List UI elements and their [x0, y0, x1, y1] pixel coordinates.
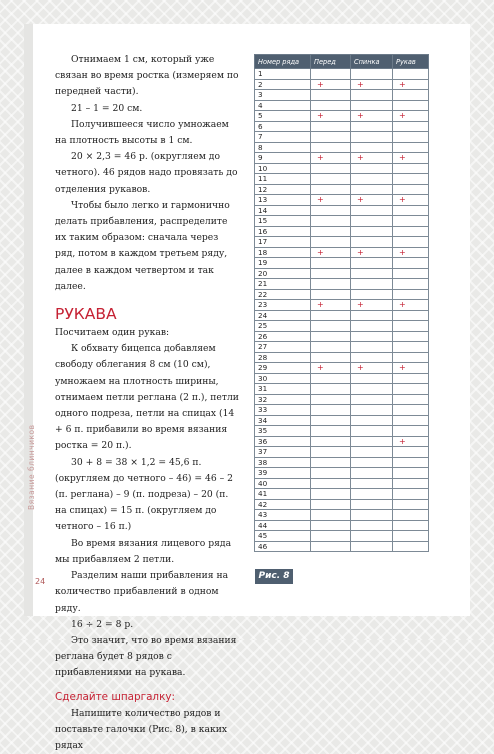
increase-mark-cell	[393, 258, 429, 269]
table-row	[255, 373, 429, 384]
increase-mark-cell	[393, 457, 429, 468]
row-number-cell: 36	[255, 436, 311, 447]
increase-mark-cell	[393, 216, 429, 227]
paragraph: Это значит, что во время вязания реглана будет 8 рядов с прибавлениями на рукава.	[55, 634, 237, 679]
table-row	[255, 216, 429, 227]
increase-mark-cell: +	[311, 195, 351, 206]
increase-mark-cell: +	[311, 363, 351, 374]
increase-mark-cell	[393, 310, 429, 321]
table-row	[255, 268, 429, 279]
increase-mark-cell: +	[393, 153, 429, 164]
increase-mark-cell	[311, 237, 351, 248]
increase-mark-cell	[351, 426, 393, 437]
table-row	[255, 163, 429, 174]
table-row	[255, 436, 429, 447]
table-row	[255, 520, 429, 531]
main-text-column	[55, 52, 240, 754]
increase-mark-cell: +	[351, 247, 393, 258]
increase-mark-cell	[311, 426, 351, 437]
table-row	[255, 279, 429, 290]
table-row	[255, 111, 429, 122]
increase-mark-cell	[393, 447, 429, 458]
table-row	[255, 205, 429, 216]
row-number-cell: 20	[255, 268, 311, 279]
increase-mark-cell	[351, 174, 393, 185]
increase-mark-cell: +	[393, 195, 429, 206]
table-body	[255, 69, 429, 552]
row-number-cell: 29	[255, 363, 311, 374]
increase-mark-cell	[351, 258, 393, 269]
increase-mark-cell: +	[393, 363, 429, 374]
increase-mark-cell	[393, 100, 429, 111]
row-number-cell: 2	[255, 79, 311, 90]
increase-mark-cell	[351, 342, 393, 353]
increase-mark-cell	[311, 321, 351, 332]
table-row	[255, 531, 429, 542]
increase-mark-cell: +	[311, 153, 351, 164]
row-number-cell: 37	[255, 447, 311, 458]
increase-mark-cell	[311, 174, 351, 185]
increase-mark-cell	[393, 499, 429, 510]
increase-mark-cell	[311, 121, 351, 132]
row-number-cell: 22	[255, 289, 311, 300]
page-side-strip	[24, 24, 33, 616]
increase-mark-cell	[393, 184, 429, 195]
increase-mark-cell	[311, 184, 351, 195]
table-row	[255, 510, 429, 521]
row-number-cell: 5	[255, 111, 311, 122]
row-number-cell: 1	[255, 69, 311, 80]
increase-mark-cell	[311, 342, 351, 353]
increase-mark-cell	[311, 468, 351, 479]
increase-mark-cell	[351, 142, 393, 153]
increase-mark-cell	[311, 489, 351, 500]
book-side-title: Вязание блинчиков	[27, 424, 36, 510]
paragraph: К обхвату бицепса добавляем свободу облегания 8 см (10 см), умножаем на плотность ширины, отнимаем петли реглана (2 п.), петли одного подреза, петли на спицах (14 + 6 п. прибавили во время вязания ростка = 20 п.).	[55, 343, 239, 452]
increase-mark-cell	[351, 163, 393, 174]
increase-mark-cell	[311, 457, 351, 468]
increase-mark-cell	[393, 520, 429, 531]
paragraph: Отнимаем 1 см, который уже связан во время ростка (измеряем по передней части).	[55, 54, 239, 98]
increase-mark-cell	[311, 510, 351, 521]
table-row	[255, 289, 429, 300]
increase-mark-cell: +	[393, 111, 429, 122]
table-row	[255, 132, 429, 143]
increase-mark-cell	[393, 279, 429, 290]
row-number-cell: 14	[255, 205, 311, 216]
increase-mark-cell	[311, 531, 351, 542]
increase-mark-cell: +	[393, 247, 429, 258]
increase-mark-cell	[393, 289, 429, 300]
increase-mark-cell: +	[311, 79, 351, 90]
rows-table-figure	[254, 54, 429, 552]
table-row	[255, 90, 429, 101]
increase-mark-cell	[311, 415, 351, 426]
increase-mark-cell: +	[393, 79, 429, 90]
table-row	[255, 426, 429, 437]
increase-mark-cell	[311, 384, 351, 395]
row-number-cell: 12	[255, 184, 311, 195]
increase-mark-cell	[351, 447, 393, 458]
paragraph: 30 + 8 = 38 × 1,2 = 45,6 п. (округляем до четного – 46) = 46 – 2 (п. реглана) – 9 (п. подреза) – 20 (п. на спицах) = 15 п. (округляем до четного – 16 п.)	[55, 456, 234, 533]
increase-mark-cell	[393, 90, 429, 101]
table-row	[255, 457, 429, 468]
increase-mark-cell	[311, 90, 351, 101]
column-header-row-number: Номер ряда	[255, 55, 311, 69]
row-number-cell: 43	[255, 510, 311, 521]
increase-mark-cell	[311, 436, 351, 447]
increase-mark-cell	[393, 331, 429, 342]
row-number-cell: 21	[255, 279, 311, 290]
increase-mark-cell	[311, 205, 351, 216]
increase-mark-cell	[351, 352, 393, 363]
table-row	[255, 153, 429, 164]
table-row	[255, 300, 429, 311]
increase-mark-cell	[311, 541, 351, 552]
increase-mark-cell	[351, 216, 393, 227]
row-number-cell: 33	[255, 405, 311, 416]
increase-mark-cell	[311, 520, 351, 531]
increase-mark-cell	[393, 226, 429, 237]
increase-mark-cell	[393, 174, 429, 185]
increase-mark-cell: +	[351, 153, 393, 164]
paragraph: 16 ÷ 2 = 8 р.	[71, 618, 134, 630]
row-number-cell: 19	[255, 258, 311, 269]
row-number-cell: 7	[255, 132, 311, 143]
increase-mark-cell	[311, 499, 351, 510]
increase-mark-cell	[351, 457, 393, 468]
increase-mark-cell: +	[393, 300, 429, 311]
table-row	[255, 363, 429, 374]
increase-mark-cell: +	[351, 79, 393, 90]
table-header-row	[255, 55, 429, 69]
increase-mark-cell	[393, 352, 429, 363]
row-number-cell: 42	[255, 499, 311, 510]
row-number-cell: 44	[255, 520, 311, 531]
increase-mark-cell	[351, 321, 393, 332]
row-number-cell: 30	[255, 373, 311, 384]
table-row	[255, 237, 429, 248]
row-number-cell: 31	[255, 384, 311, 395]
increase-mark-cell	[311, 226, 351, 237]
increase-mark-cell	[311, 447, 351, 458]
increase-mark-cell	[351, 373, 393, 384]
table-row	[255, 384, 429, 395]
increase-mark-cell	[393, 531, 429, 542]
increase-mark-cell: +	[351, 300, 393, 311]
increase-mark-cell	[311, 289, 351, 300]
table-row	[255, 447, 429, 458]
table-row	[255, 405, 429, 416]
table-row	[255, 352, 429, 363]
increase-mark-cell	[393, 478, 429, 489]
paragraph: Разделим наши прибавления на количество прибавлений в одном ряду.	[55, 570, 229, 614]
increase-mark-cell: +	[311, 247, 351, 258]
column-header-front: Перед	[311, 55, 351, 69]
increase-mark-cell: +	[393, 436, 429, 447]
increase-mark-cell	[311, 373, 351, 384]
increase-mark-cell	[351, 226, 393, 237]
increase-mark-cell	[351, 478, 393, 489]
increase-mark-cell	[393, 205, 429, 216]
increase-mark-cell	[351, 331, 393, 342]
row-number-cell: 13	[255, 195, 311, 206]
row-number-cell: 39	[255, 468, 311, 479]
row-number-cell: 18	[255, 247, 311, 258]
increase-mark-cell	[393, 321, 429, 332]
increase-mark-cell: +	[311, 111, 351, 122]
row-number-cell: 16	[255, 226, 311, 237]
row-number-cell: 34	[255, 415, 311, 426]
table-row	[255, 174, 429, 185]
table-row	[255, 79, 429, 90]
table-row	[255, 247, 429, 258]
increase-mark-cell: +	[351, 195, 393, 206]
row-number-cell: 40	[255, 478, 311, 489]
page-number: 24	[35, 577, 46, 586]
row-number-cell: 10	[255, 163, 311, 174]
paragraph: Получившееся число умножаем на плотность высоты в 1 см.	[55, 118, 229, 147]
increase-mark-cell	[351, 237, 393, 248]
table-row	[255, 321, 429, 332]
row-number-cell: 6	[255, 121, 311, 132]
increase-mark-cell	[351, 69, 393, 80]
increase-mark-cell	[393, 237, 429, 248]
increase-mark-cell	[393, 163, 429, 174]
row-number-cell: 32	[255, 394, 311, 405]
increase-mark-cell	[311, 478, 351, 489]
table-row	[255, 100, 429, 111]
paragraph: Посчитаем один рукав:	[55, 327, 170, 339]
row-number-cell: 15	[255, 216, 311, 227]
table-row	[255, 69, 429, 80]
increase-mark-cell	[311, 69, 351, 80]
table-row	[255, 499, 429, 510]
row-number-cell: 25	[255, 321, 311, 332]
increase-mark-cell	[311, 216, 351, 227]
increase-mark-cell	[311, 279, 351, 290]
row-number-cell: 27	[255, 342, 311, 353]
increase-mark-cell	[393, 510, 429, 521]
paragraph: Во время вязания лицевого ряда мы прибавляем 2 петли.	[55, 537, 232, 565]
increase-mark-cell	[393, 69, 429, 80]
table-row	[255, 478, 429, 489]
increase-mark-cell	[351, 384, 393, 395]
increase-mark-cell	[311, 258, 351, 269]
table-row	[255, 310, 429, 321]
row-number-cell: 38	[255, 457, 311, 468]
increase-mark-cell: +	[311, 300, 351, 311]
increase-mark-cell	[351, 510, 393, 521]
increase-mark-cell	[351, 436, 393, 447]
row-number-cell: 11	[255, 174, 311, 185]
increase-mark-cell	[393, 541, 429, 552]
table-row	[255, 184, 429, 195]
increase-mark-cell	[311, 132, 351, 143]
paragraph: Чтобы было легко и гармонично делать прибавления, распределите их таким образом: сначала через ряд, потом в каждом третьем ряду, далее в каждом четвертом и так далее.	[55, 199, 230, 292]
increase-mark-cell	[351, 100, 393, 111]
table-row	[255, 489, 429, 500]
table-row	[255, 394, 429, 405]
increase-mark-cell	[351, 499, 393, 510]
row-number-cell: 28	[255, 352, 311, 363]
paragraph: 21 – 1 = 20 см.	[71, 102, 143, 114]
increase-mark-cell	[351, 394, 393, 405]
increase-mark-cell	[351, 289, 393, 300]
increase-mark-cell	[393, 121, 429, 132]
increase-mark-cell	[393, 405, 429, 416]
column-header-back: Спинка	[351, 55, 393, 69]
increase-mark-cell	[393, 426, 429, 437]
increase-mark-cell	[351, 310, 393, 321]
table-row	[255, 142, 429, 153]
increase-mark-cell	[351, 468, 393, 479]
row-number-cell: 45	[255, 531, 311, 542]
increase-mark-cell	[393, 373, 429, 384]
section-heading-sleeves: РУКАВА	[55, 305, 117, 324]
increase-mark-cell	[311, 331, 351, 342]
increase-mark-cell	[311, 394, 351, 405]
increase-mark-cell	[393, 468, 429, 479]
row-number-cell: 24	[255, 310, 311, 321]
increase-mark-cell	[311, 352, 351, 363]
table-row	[255, 258, 429, 269]
paragraph: Напишите количество рядов и поставьте галочки (Рис. 8), в каких рядах	[55, 707, 228, 751]
increase-mark-cell	[393, 342, 429, 353]
row-number-cell: 3	[255, 90, 311, 101]
row-number-cell: 46	[255, 541, 311, 552]
table-row	[255, 226, 429, 237]
increase-mark-cell	[393, 489, 429, 500]
increase-mark-cell	[393, 415, 429, 426]
row-number-cell: 26	[255, 331, 311, 342]
increase-mark-cell	[351, 541, 393, 552]
increase-mark-cell: +	[351, 363, 393, 374]
table-row	[255, 195, 429, 206]
row-number-cell: 4	[255, 100, 311, 111]
figure-label: Рис. 8	[255, 569, 293, 584]
increase-mark-cell	[393, 132, 429, 143]
table-row	[255, 331, 429, 342]
increase-mark-cell	[311, 268, 351, 279]
increase-mark-cell	[351, 520, 393, 531]
increase-mark-cell	[393, 142, 429, 153]
table-row	[255, 342, 429, 353]
increase-mark-cell	[311, 405, 351, 416]
increase-mark-cell	[311, 310, 351, 321]
increase-mark-cell	[351, 489, 393, 500]
increase-mark-cell	[351, 531, 393, 542]
column-header-sleeve: Рукав	[393, 55, 429, 69]
row-number-cell: 35	[255, 426, 311, 437]
row-number-cell: 23	[255, 300, 311, 311]
increase-mark-cell	[351, 132, 393, 143]
table-row	[255, 121, 429, 132]
row-number-cell: 17	[255, 237, 311, 248]
row-number-cell: 41	[255, 489, 311, 500]
increase-mark-cell	[393, 268, 429, 279]
increase-mark-cell	[351, 405, 393, 416]
table-row	[255, 541, 429, 552]
increase-mark-cell	[393, 394, 429, 405]
increase-rows-table	[254, 54, 429, 552]
increase-mark-cell	[311, 100, 351, 111]
section-heading-tip: Сделайте шпаргалку:	[55, 690, 175, 703]
increase-mark-cell	[351, 268, 393, 279]
table-row	[255, 468, 429, 479]
table-row	[255, 415, 429, 426]
increase-mark-cell	[351, 205, 393, 216]
increase-mark-cell	[351, 279, 393, 290]
increase-mark-cell	[351, 415, 393, 426]
increase-mark-cell	[393, 384, 429, 395]
row-number-cell: 9	[255, 153, 311, 164]
increase-mark-cell	[351, 184, 393, 195]
row-number-cell: 8	[255, 142, 311, 153]
increase-mark-cell	[351, 121, 393, 132]
paragraph: 20 × 2,3 = 46 р. (округляем до четного). 46 рядов надо провязать до отделения рукавов.	[55, 151, 238, 195]
increase-mark-cell: +	[351, 111, 393, 122]
increase-mark-cell	[311, 163, 351, 174]
increase-mark-cell	[311, 142, 351, 153]
increase-mark-cell	[351, 90, 393, 101]
